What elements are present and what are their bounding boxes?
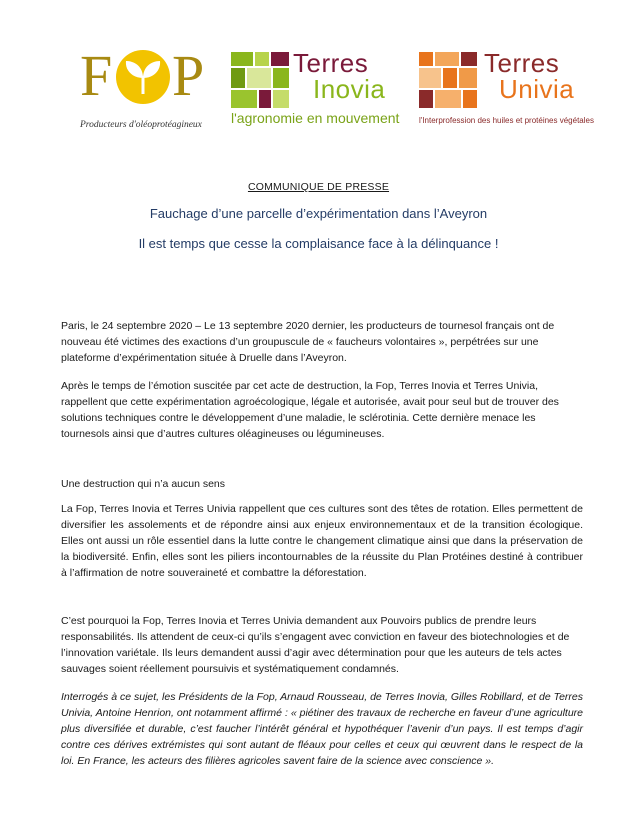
paragraph-quote: Interrogés à ce sujet, les Présidents de la Fop, Arnaud Rousseau, de Terres Inovia, Gilles Robillard, et de Terres Univia, Antoine Henrion, ont notamment affirmé : « piétiner des travaux de recherche en faveur d’une agriculture plus diversifiée et durable, c’est faucher l’intérêt général et hypothéquer l’avenir d’un pays. Il est temps d’agir contre ces dérives extrémistes qui sont autant de fléaux pour celles et ceux qui œuvrent dans le respect de la loi. En France, les acteurs des filières agricoles savent faire de la science avec conscience ». xyxy=(61,691,583,767)
page-title: Fauchage d’une parcelle d’expérimentation dans l’Aveyron xyxy=(149,206,488,221)
terres-univia-mosaic-icon xyxy=(419,52,477,108)
paragraph-demands: C’est pourquoi la Fop, Terres Inovia et Terres Univia demandent aux Pouvoirs publics de prendre leurs responsabilités. Ils attendent de ceux-ci qu’ils s’engagent avec conviction en faveur des biotechnologies et de l’innovation variétale. Ils leurs demandent aussi d’agir avec détermination pour que les auteurs de tels actes sauvages soient réellement poursuivis et systématiquement condamnés. xyxy=(61,615,570,675)
terres-univia-name-line1: Terres xyxy=(484,48,560,78)
terres-inovia-tagline: l'agronomie en mouvement xyxy=(231,110,400,126)
paragraph-intro xyxy=(61,318,583,366)
paragraph-crops-role: La Fop, Terres Inovia et Terres Univia rappellent que ces cultures sont des têtes de rotation. Elles permettent de diversifier les assolements et de répondre ainsi aux enjeux environnementaux et de la transition écologique. Elles ont aussi un rôle essentiel dans la lutte contre le changement climatique ainsi que dans la préservation de la biodiversité. Enfin, elles sont les piliers incontournables de la réussite du Plan Protéines destiné à contribuer à l’affirmation de notre souveraineté et combattre la déforestation. xyxy=(61,503,583,579)
terres-inovia-name-line2: Inovia xyxy=(313,74,386,104)
page-subtitle: Il est temps que cesse la complaisance face à la délinquance ! xyxy=(138,236,499,251)
fop-tagline: Producteurs d'oléoprotéagineux xyxy=(80,120,202,130)
intro-text: – Le 13 septembre 2020 dernier, les producteurs de tournesol français ont de nouveau été victimes des exactions d’un groupuscule de « faucheurs volontaires », perpétrées sur une plateforme d’expérimentation située à Druelle dans l’Aveyron. xyxy=(61,320,555,364)
terres-inovia-name-line1: Terres xyxy=(293,48,369,78)
terres-univia-tagline: l'Interprofession des huiles et protéines végétales xyxy=(419,116,594,125)
dateline: Paris, le 24 septembre 2020 xyxy=(61,320,193,332)
fop-sprout-icon xyxy=(116,50,170,104)
terres-univia-name-line2: Univia xyxy=(499,74,575,104)
fop-wordmark xyxy=(80,40,210,116)
section-heading: Une destruction qui n’a aucun sens xyxy=(61,478,226,490)
terres-inovia-logo xyxy=(231,50,411,130)
terres-univia-logo xyxy=(419,50,609,130)
paragraph-context: Après le temps de l’émotion suscitée par cet acte de destruction, la Fop, Terres Inovia et Terres Univia, rappellent que cette expérimentation agroécologique, légale et autorisée, avait pour seul but de trouver des solutions techniques contre le développement d’une maladie, le sclérotinia. Cette dernière menace les tournesols ainsi que d’autres cultures oléagineuses ou légumineuses. xyxy=(61,380,559,440)
fop-letter-p: P xyxy=(172,43,205,108)
fop-letter-f: F xyxy=(80,43,113,108)
terres-inovia-mosaic-icon xyxy=(231,52,289,108)
fop-logo xyxy=(80,40,210,140)
press-release-kicker: COMMUNIQUE DE PRESSE xyxy=(247,181,390,193)
